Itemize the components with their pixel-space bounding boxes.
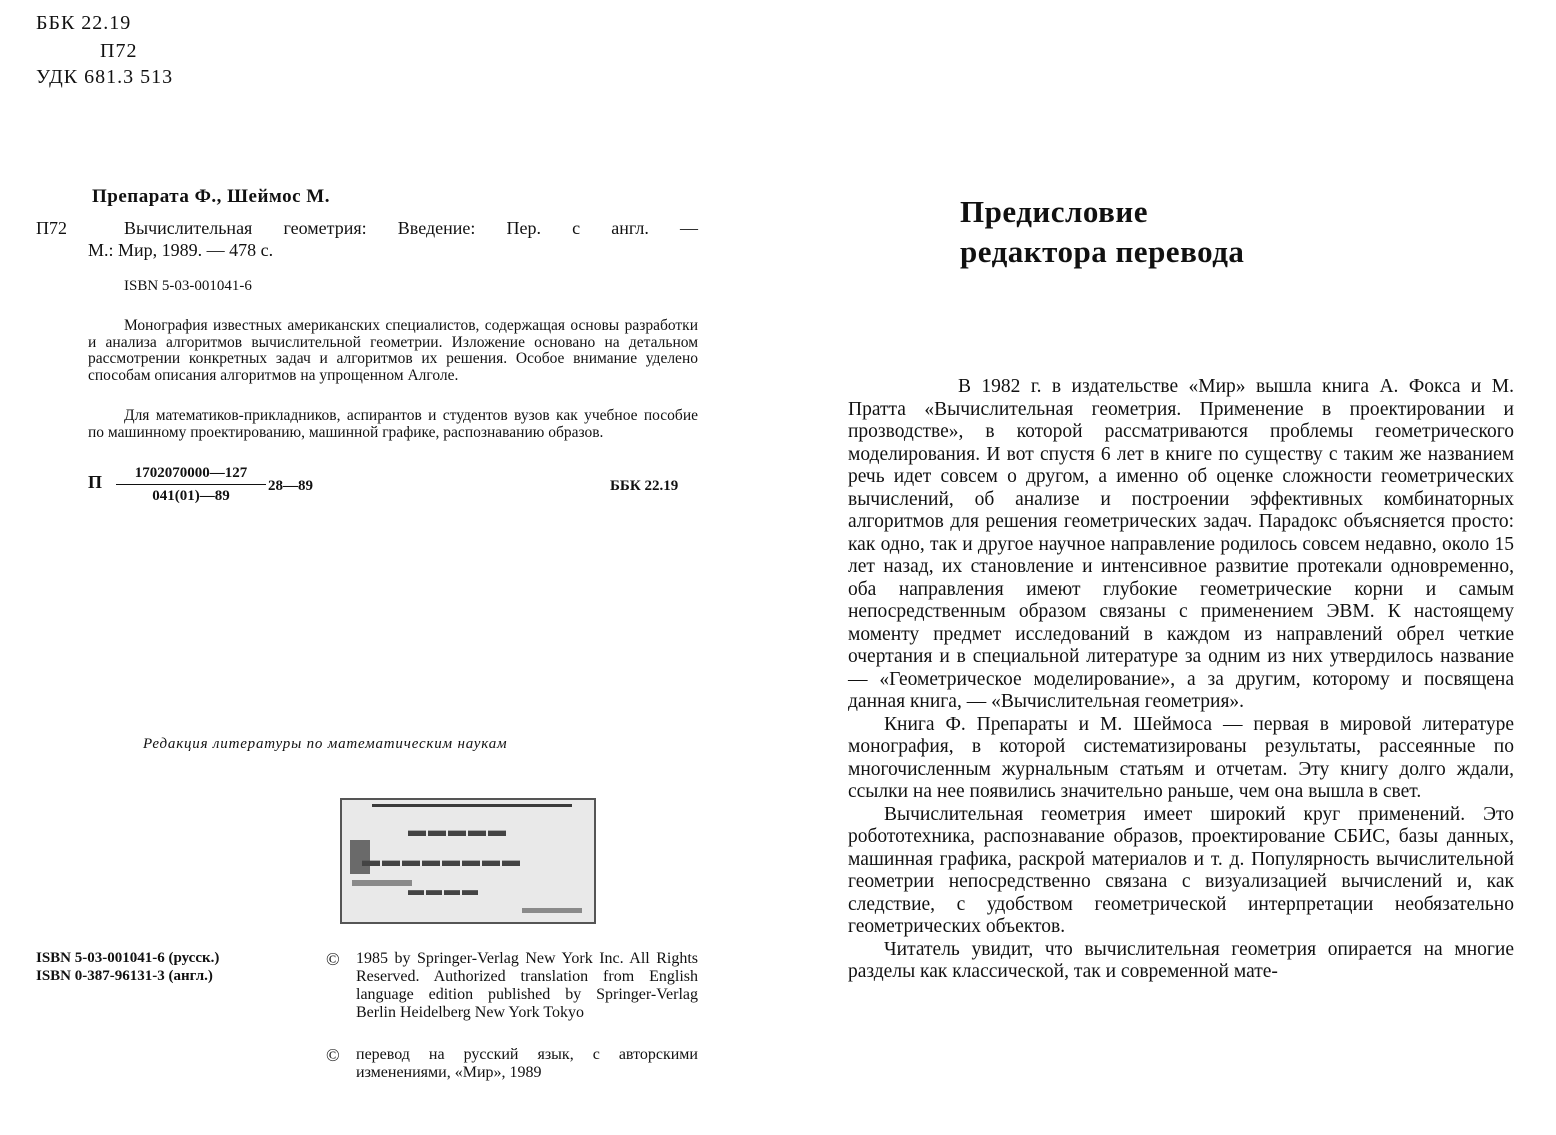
isbn-line: ISBN 5-03-001041-6	[124, 278, 252, 294]
preface-paragraph: Читатель увидит, что вычислительная геометрия опирается на многие разделы как классической, так и современной мате-	[848, 938, 1514, 982]
bbk-classification-bottom: ББК 22.19	[610, 478, 679, 494]
publication-code-denominator: 041(01)—89	[152, 488, 230, 504]
udk-classification: УДК 681.3 513	[36, 66, 174, 88]
right-page	[760, 0, 1556, 1135]
copyright-translation	[326, 1046, 698, 1082]
isbn-russian: ISBN 5-03-001041-6 (русск.)	[36, 950, 220, 966]
author-sign-code-side: П72	[36, 218, 67, 238]
copyright-icon: ©	[326, 949, 340, 969]
editorial-department: Редакция литературы по математическим наукам	[143, 736, 508, 752]
stamp-mark-3: ▬▬▬▬	[408, 882, 480, 899]
bibliographic-imprint-line: М.: Мир, 1989. — 478 с.	[88, 240, 274, 260]
audience-paragraph: Для математиков-прикладников, аспирантов и студентов вузов как учебное пособие по машинному проектированию, машинной графике, распознаванию образов.	[88, 407, 698, 441]
preface-paragraph: В 1982 г. в издательстве «Мир» вышла книга А. Фокса и М. Пратта «Вычислительная геометрия. Применение в проектировании и прозводстве», в которой рассматриваются проблемы геометрического моделирования. И вот спустя 6 лет в книге по существу с таким же названием речь идет совсем о другом, а именно об оценке сложности геометрических вычислений, об анализе и построении эффективных комбинаторных алгоритмов для решения геометрических задач. Парадокс объясняется просто: как одно, так и другое научное направление родилось совсем недавно, около 15 лет назад, их становление и интенсивное развитие протекали одновременно, оба направления имеют глубокие геометрические корни и самым непосредственным образом связаны с применением ЭВМ. К настоящему моменту предмет исследований в каждом из направлений обрел четкие очертания и в специальной литературе за одним из них утвердилось название — «Геометрическое моделирование», а за другим, которому и посвящена данная книга, — «Вычислительная геометрия».	[848, 376, 1514, 712]
author-sign-code: П72	[100, 40, 138, 62]
isbn-english: ISBN 0-387-96131-3 (англ.)	[36, 968, 213, 984]
publication-code-numerator: 1702070000—127	[116, 465, 266, 485]
copyright-original-text: 1985 by Springer-Verlag New York Inc. All Rights Reserved. Authorized translation from English language edition published by Springer-Verlag Berlin Heidelberg New York Tokyo	[356, 950, 698, 1021]
page-title-line-1: Предисловие	[960, 194, 1148, 229]
annotation-paragraph: Монография известных американских специалистов, содержащая основы разработки и анализа алгоритмов вычислительной геометрии. Изложение основано на детальном рассмотрении конкретных задач и алгоритмов их решения. Особое внимание уделено способам описания алгоритмов на упрощенном Алголе.	[88, 317, 698, 384]
publication-code-suffix: 28—89	[268, 478, 313, 494]
stamp-mark-2: ▬▬▬▬▬▬▬▬	[362, 850, 522, 870]
publication-code-prefix: П	[88, 472, 103, 492]
copyright-translation-text: перевод на русский язык, с авторскими изменениями, «Мир», 1989	[356, 1046, 698, 1081]
page-title-line-2: редактора перевода	[960, 234, 1245, 269]
preface-paragraph: Книга Ф. Препараты и М. Шеймоса — первая в мировой литературе монография, в которой систематизированы результаты, рассеянные по многочисленным журнальным статьям и отчетам. Эту книгу долго ждали, ссылки на нее появились значительно раньше, чем она вышла в свет.	[848, 713, 1514, 802]
copyright-icon: ©	[326, 1045, 340, 1065]
copyright-original	[326, 950, 698, 1022]
bbk-classification: ББК 22.19	[36, 12, 132, 34]
preface-body	[848, 376, 1514, 984]
preface-paragraph: Вычислительная геометрия имеет широкий круг применений. Это робототехника, распознавание образов, проектирование СБИС, базы данных, машинная графика, раскрой материалов и т. д. Популярность вычислительной геометрии непосредственно связана с визуализацией вычислений и, как следствие, с удобством геометрической интерпретации необязательно геометрических объектов.	[848, 803, 1514, 937]
stamp-mark-1: ▬▬▬▬▬	[408, 820, 508, 840]
bibliographic-title-line: Вычислительная геометрия: Введение: Пер. с англ. —	[124, 218, 698, 238]
authors-heading: Препарата Ф., Шеймос М.	[92, 186, 330, 207]
page-title	[960, 192, 1244, 272]
left-page	[0, 0, 760, 1135]
library-stamp	[340, 798, 596, 924]
